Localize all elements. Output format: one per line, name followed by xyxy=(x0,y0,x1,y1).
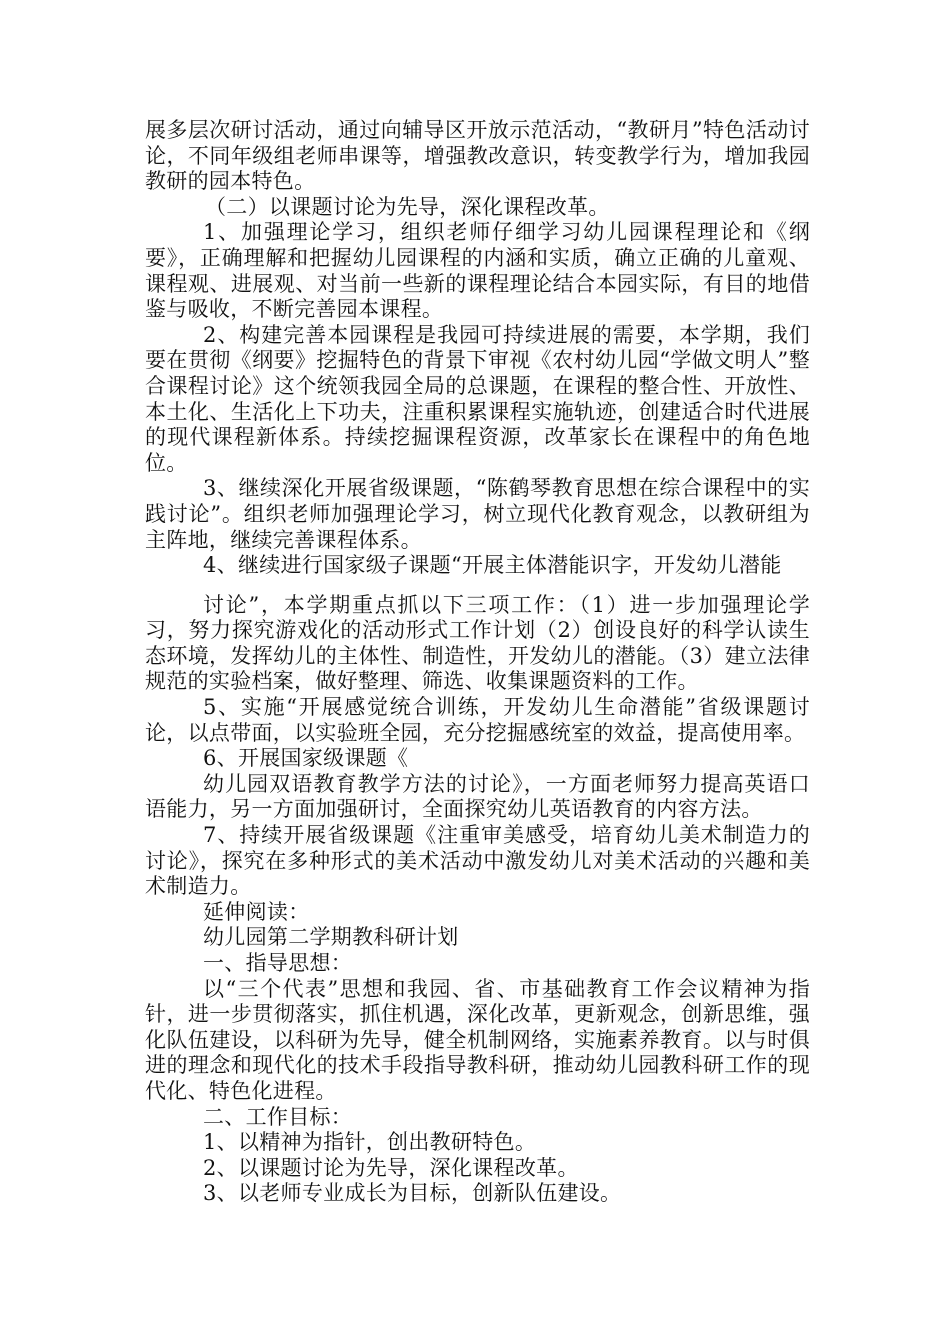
goal-item-3: 3、以老师专业成长为目标，创新队伍建设。 xyxy=(203,1181,622,1206)
list-item-6-continued: 幼儿园双语教育教学方法的讨论》，一方面老师努力提高英语口语能力，另一方面加强研讨，全面探究幼儿英语教育的内容方法。 xyxy=(145,771,810,822)
section-heading-2: （二）以课题讨论为先导，深化课程改革。 xyxy=(205,194,610,219)
paragraph-gap xyxy=(145,579,810,593)
goal-item-2: 2、以课题讨论为先导，深化课程改革。 xyxy=(203,1155,579,1180)
document-body xyxy=(145,118,810,1207)
guiding-paragraph: 以“三个代表”思想和我园、省、市基础教育工作会议精神为指针，进一步贯彻落实，抓住机遇，深化改革，更新观念，创新思维，强化队伍建设，以科研为先导，健全机制网络，实施素养教育。以与时俱进的理念和现代化的技术手段指导教科研，推动幼儿园教科研工作的现代化、特色化进程。 xyxy=(145,976,810,1103)
list-item-2: 2、构建完善本园课程是我园可持续进展的需要，本学期，我们要在贯彻《纲要》挖掘特色的背景下审视《农村幼儿园“学做文明人”整合课程讨论》这个统领我园全局的总课题，在课程的整合性、开放性、本土化、生活化上下功夫，注重积累课程实施轨迹，创建适合时代进展的现代课程新体系。持续挖掘课程资源，改革家长在课程中的角色地位。 xyxy=(145,322,810,475)
list-item-6: 6、开展国家级课题《 xyxy=(203,746,409,771)
section-heading-goals: 二、工作目标： xyxy=(203,1104,353,1129)
sub-document-title: 幼儿园第二学期教科研计划 xyxy=(203,925,459,950)
list-item-5: 5、实施“开展感觉统合训练，开发幼儿生命潜能”省级课题讨论，以点带面，以实验班全园，充分挖掘感统室的效益，提高使用率。 xyxy=(145,695,810,745)
extended-reading-label: 延伸阅读： xyxy=(203,899,310,924)
list-item-7: 7、持续开展省级课题《注重审美感受，培育幼儿美术制造力的讨论》，探究在多种形式的美术活动中激发幼儿对美术活动的兴趣和美术制造力。 xyxy=(145,823,810,899)
goal-item-1: 1、以精神为指针，创出教研特色。 xyxy=(203,1130,537,1155)
list-item-4: 4、继续进行国家级子课题“开展主体潜能识字，开发幼儿潜能 xyxy=(203,553,782,578)
list-item-4-continued: 讨论”，本学期重点抓以下三项工作：（1）进一步加强理论学习，努力探究游戏化的活动形式工作计划（2）创设良好的科学认读生态环境，发挥幼儿的主体性、制造性，开发幼儿的潜能。（3）建立法律规范的实验档案，做好整理、筛选、收集课题资料的工作。 xyxy=(145,592,810,694)
section-heading-guiding: 一、指导思想： xyxy=(203,951,353,975)
list-item-3: 3、继续深化开展省级课题，“陈鹤琴教育思想在综合课程中的实践讨论”。组织老师加强理论学习，树立现代化教育观念，以教研组为主阵地，继续完善课程体系。 xyxy=(145,476,810,552)
list-item-1: 1、加强理论学习，组织老师仔细学习幼儿园课程理论和《纲要》，正确理解和把握幼儿园课程的内涵和实质，确立正确的儿童观、课程观、进展观、对当前一些新的课程理论结合本园实际，有目的地借鉴与吸收，不断完善园本课程。 xyxy=(145,220,810,322)
paragraph-1: 展多层次研讨活动，通过向辅导区开放示范活动，“教研月”特色活动讨论，不同年级组老师串课等，增强教改意识，转变教学行为，增加我园教研的园本特色。 xyxy=(145,118,810,194)
